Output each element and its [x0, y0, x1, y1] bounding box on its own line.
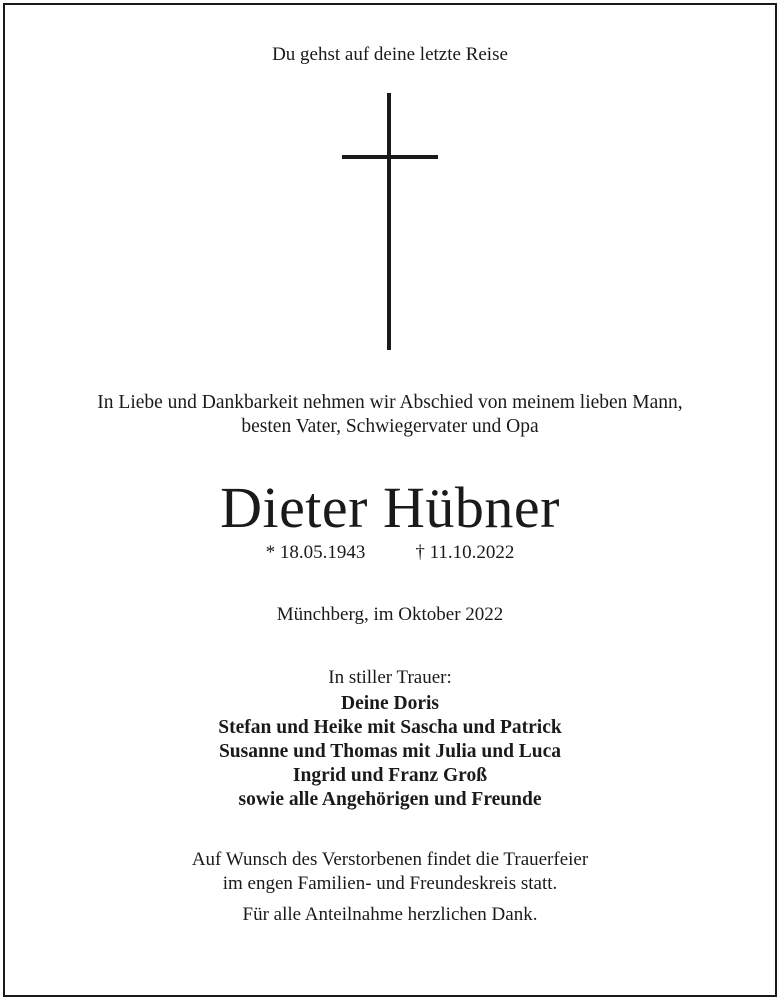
mourner-line: Susanne und Thomas mit Julia und Luca — [218, 741, 562, 762]
cross-horizontal-bar — [342, 155, 438, 159]
thanks-line: Für alle Anteilnahme herzlichen Dank. — [242, 904, 538, 925]
place-and-date: Münchberg, im Oktober 2022 — [276, 604, 504, 625]
mourner-line: Deine Doris — [340, 693, 440, 714]
death-date: † 11.10.2022 — [415, 542, 515, 563]
mourner-line: Stefan und Heike mit Sascha und Patrick — [218, 717, 562, 738]
mourner-line: sowie alle Angehörigen und Freunde — [238, 789, 542, 810]
mourners-list — [0, 692, 780, 812]
mourners-label: In stiller Trauer: — [328, 667, 452, 688]
ceremony-note-line-1: Auf Wunsch des Verstorbenen findet die Trauerfeier — [191, 849, 589, 870]
intro-line-1: In Liebe und Dankbarkeit nehmen wir Abschied von meinem lieben Mann, — [97, 392, 683, 413]
cross-vertical-bar — [387, 93, 391, 350]
deceased-name: Dieter Hübner — [220, 475, 560, 540]
intro-line-2: besten Vater, Schwiegervater und Opa — [241, 416, 539, 437]
motto: Du gehst auf deine letzte Reise — [272, 44, 508, 65]
birth-date: * 18.05.1943 — [265, 542, 366, 563]
mourner-line: Ingrid und Franz Groß — [292, 765, 488, 786]
ceremony-note-line-2: im engen Familien- und Freundeskreis statt. — [222, 873, 558, 894]
life-dates — [0, 542, 780, 564]
